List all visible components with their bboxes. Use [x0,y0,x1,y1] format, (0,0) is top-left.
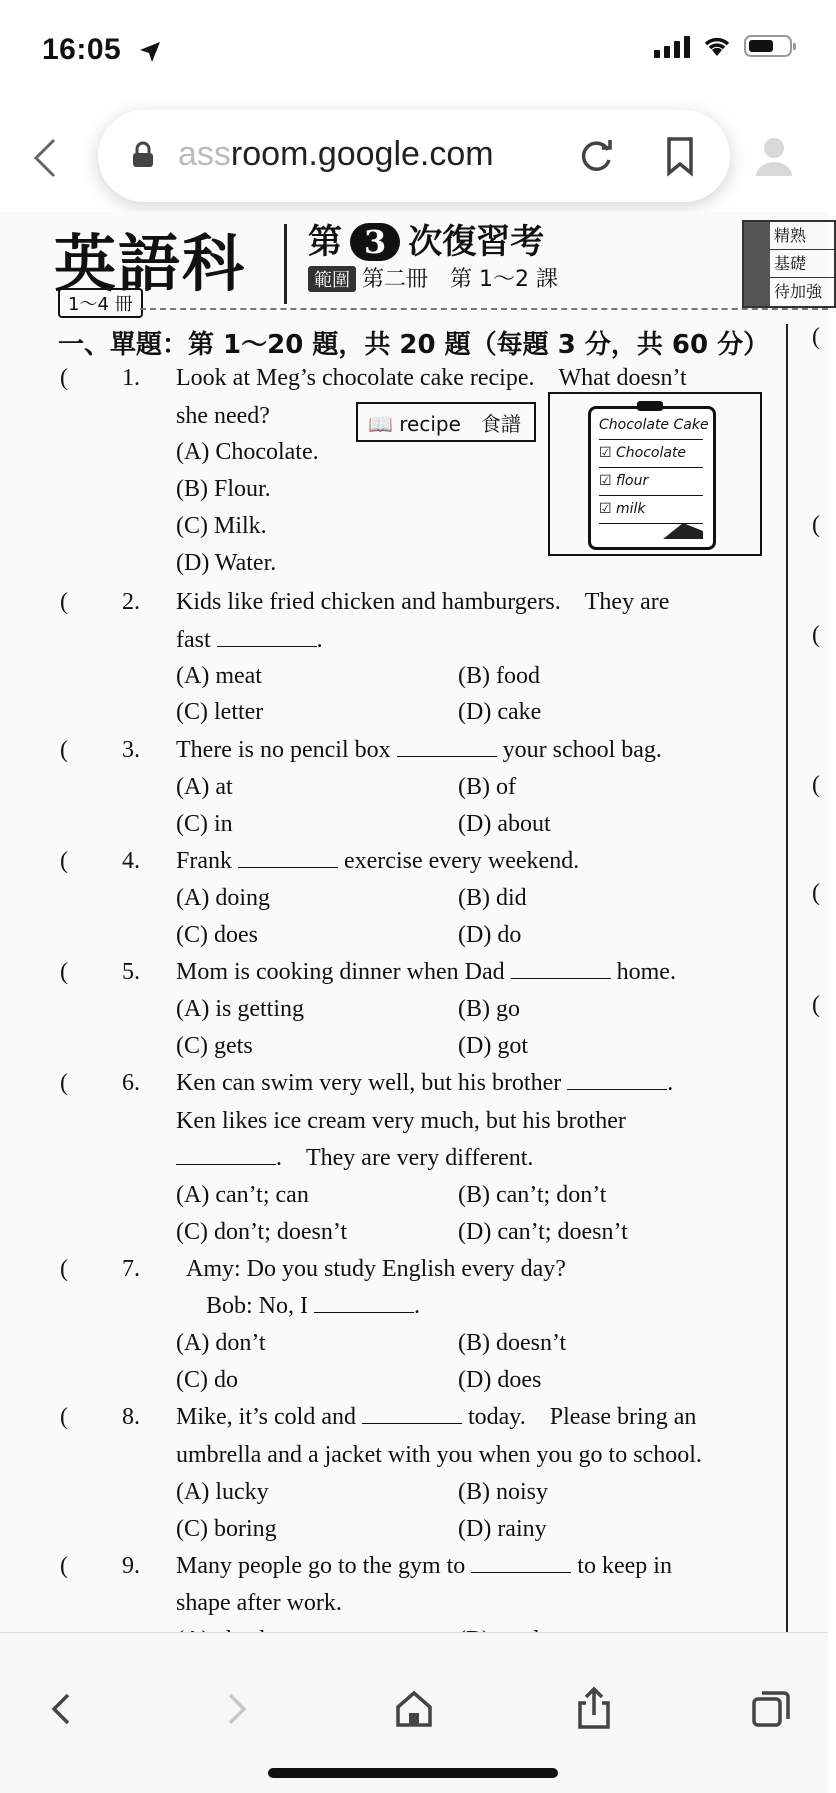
recipe-clipboard-image: Chocolate Cake ☑ Chocolate ☑ flour ☑ milk [588,406,716,550]
next-column-paren: ( [812,992,820,1018]
scope-badge: 範圍 [308,266,356,292]
location-arrow-icon [138,40,162,64]
nav-back-icon[interactable] [38,1685,86,1733]
level-box: 精熟 基礎 待加強 [742,220,836,308]
status-time: 16:05 [42,33,122,66]
tabs-icon[interactable] [748,1685,796,1733]
cellular-signal-icon [654,34,690,58]
book-icon: 📖 [368,412,393,436]
url-text: assroom.google.com [178,135,494,173]
subject-title: 英語科 [54,227,247,300]
exam-number: 3 [350,223,400,261]
status-icons [654,34,792,58]
next-column-paren: ( [812,324,820,350]
back-chevron-icon[interactable] [28,136,62,180]
next-column-paren: ( [812,622,820,648]
recipe-vocab-box: 📖 recipe 食譜 [356,402,536,442]
bookmark-icon[interactable] [664,136,696,176]
exam-title: 第 3 次復習考 [308,222,545,262]
nav-forward-icon[interactable] [212,1685,260,1733]
home-indicator [268,1768,558,1778]
column-divider [786,324,788,1634]
header-divider [284,224,287,304]
address-bar[interactable] [98,110,730,202]
reload-icon[interactable] [576,136,616,176]
account-avatar-icon[interactable] [752,130,804,182]
next-column-paren: ( [812,772,820,798]
browser-toolbar [0,100,828,212]
wifi-icon [702,34,732,58]
header-dashed-line [140,308,828,310]
next-column-paren: ( [812,880,820,906]
book-range-badge: 1～4 冊 [58,288,143,318]
lock-icon [132,142,154,168]
home-icon[interactable] [390,1685,438,1733]
status-bar [0,0,828,100]
share-icon[interactable] [570,1685,618,1733]
section-title: 一、單題：第 1～20 題，共 20 題（每題 3 分，共 60 分） [58,330,770,360]
worksheet-document: 英語科 第 3 次復習考 範圍 第二冊 第 1～2 課 1～4 冊 精熟 基礎 待加強 一、單題：第 1～20 題，共 20 題（每題 3 分，共 60 分） ( ( ( ( ( ( ( 1. Look at Meg’s chocolate cake recipe. What doesn’t she need? (A) Chocolate. (B) Flour. (C) Milk. (D) Water. 📖 recipe 食譜 Chocolate Cake ☑ Chocolate ☑ flour ☑ milk ( 2. Kids like fried chicken and hamburgers. They are fast . (A) meat (B) food (C) letter (D) cake ( 3. There is no pencil box your school bag. (A) at (B) of (C) in (D) about ( 4. Frank exercise every weekend. (A) doing (B) did (C) does (D) do ( 5. Mom is cooking dinner when Dad home. (A) is getting (B) go (C) gets (D) got ( 6. Ken can swim very well, but his brother . Ken likes ice cream very much, but his brother . They are very different. (A) can’t; can (B) can’t; don’t (C) don’t; doesn’t (D) can’t; doesn’t ( 7. Amy: Do you study English every day? Bob: No, I . (A) don’t (B) doesn’t (C) do (D) does ( 8. Mike, it’s cold and today. Please bring an umbrella and a jacket with you when you go to school. (A) lucky (B) noisy (C) boring (D) rainy ( 9. Many people go to the gym to to keep in shape after work. [0,212,828,1632]
next-column-paren: ( [812,512,820,538]
exam-scope: 範圍 第二冊 第 1～2 課 [308,262,558,293]
battery-icon [744,35,792,57]
cake-icon [661,519,705,541]
